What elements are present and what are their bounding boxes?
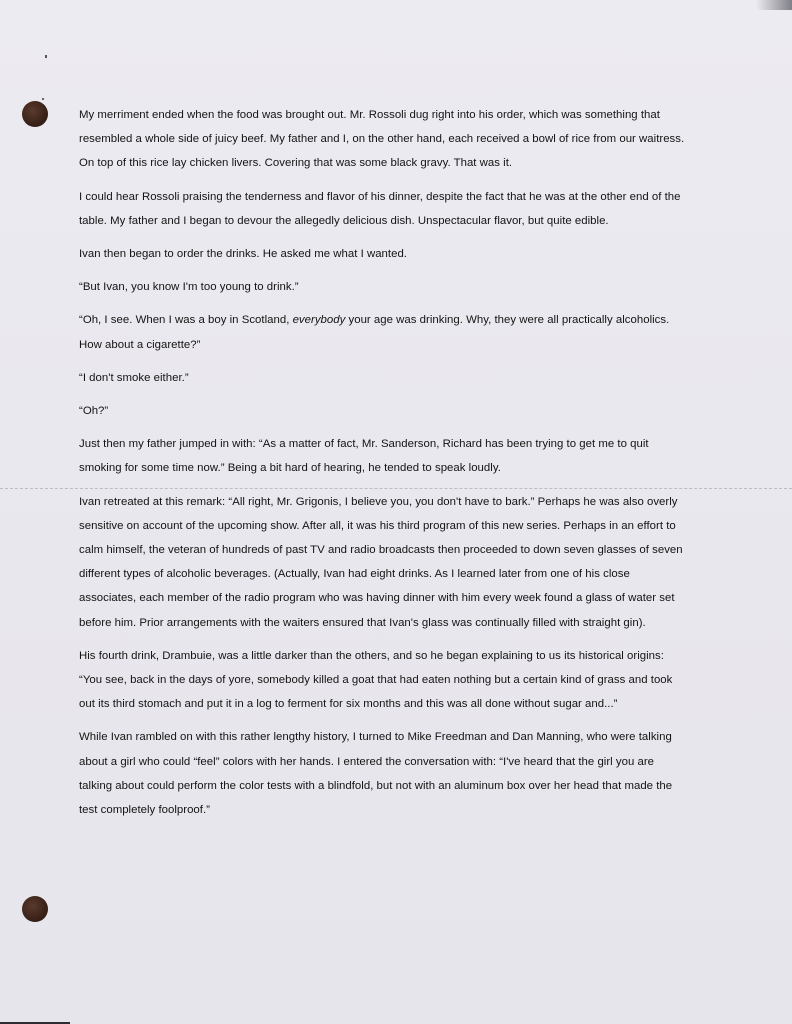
paragraph-3: Ivan then began to order the drinks. He asked me what I wanted. — [79, 248, 407, 261]
paper-speck — [42, 98, 44, 100]
paragraph-9: Ivan retreated at this remark: “All right, Mr. Grigonis, I believe you, you don't have to bark.” Perhaps he was also overly sensitive on account of the upcoming show. After all, it was his third program of this new series. Perhaps in an effort to calm himself, the veteran of hundreds of past TV and radio broadcasts then proceeded to down seven glasses of seven different types of alcoholic beverages. (Actually, Ivan had eight drinks. As I learned later from one of his close associates, each member of the radio program who was having dinner with him every week found a glass of water set before him. Prior arrangements with the waiters ensured that Ivan's glass was continually filled with straight gin). — [79, 495, 683, 629]
paragraph-1: My merriment ended when the food was brought out. Mr. Rossoli dug right into his order, which was something that resembled a whole side of juicy beef. My father and I, on the other hand, each received a bowl of rice from our waitress. On top of this rice lay chicken livers. Covering that was some black gravy. That was it. — [79, 109, 685, 170]
punch-hole-bottom — [22, 896, 48, 922]
punch-hole-top — [22, 101, 48, 127]
paragraph-5-start: “Oh, I see. When I was a boy in Scotland, — [79, 314, 293, 327]
paragraph-11: While Ivan rambled on with this rather lengthy history, I turned to Mike Freedman and Dan Manning, who were talking about a girl who could “feel” colors with her hands. I entered the conversation with: “I've heard that the girl you are talking about could perform the color tests with a blindfold, but not with an aluminum box over her head that made the test completely foolproof.” — [79, 731, 673, 817]
paragraph-2: I could hear Rossoli praising the tenderness and flavor of his dinner, despite the fact that he was at the other end of the table. My father and I began to devour the allegedly delicious dish. Unspectacular flavor, but quite edible. — [79, 190, 681, 227]
paragraph-7: “Oh?” — [79, 405, 109, 418]
paragraph-5 — [79, 308, 689, 356]
paragraph-8: Just then my father jumped in with: “As a matter of fact, Mr. Sanderson, Richard has been trying to get me to quit smoking for some time now.” Being a bit hard of hearing, he tended to speak loudly. — [79, 438, 649, 475]
paragraph-6: “I don't smoke either.” — [79, 371, 189, 384]
paragraph-10: His fourth drink, Drambuie, was a little darker than the others, and so he began explaining to us its historical origins: “You see, back in the days of yore, somebody killed a goat that had eaten nothing but a certain kind of grass and took out its third stomach and put it in a log to ferment for six months and this was all done without sugar and...” — [79, 649, 673, 711]
emphasized-word: everybody — [292, 314, 346, 327]
paper-speck — [45, 55, 47, 58]
scan-edge-shadow — [756, 0, 792, 10]
paragraph-4: “But Ivan, you know I'm too young to drink.” — [79, 281, 299, 294]
paragraph-5-end: your age was drinking. Why, they were all practically alcoholics. How about a cigarette?” — [79, 314, 670, 351]
body-text — [79, 103, 689, 831]
